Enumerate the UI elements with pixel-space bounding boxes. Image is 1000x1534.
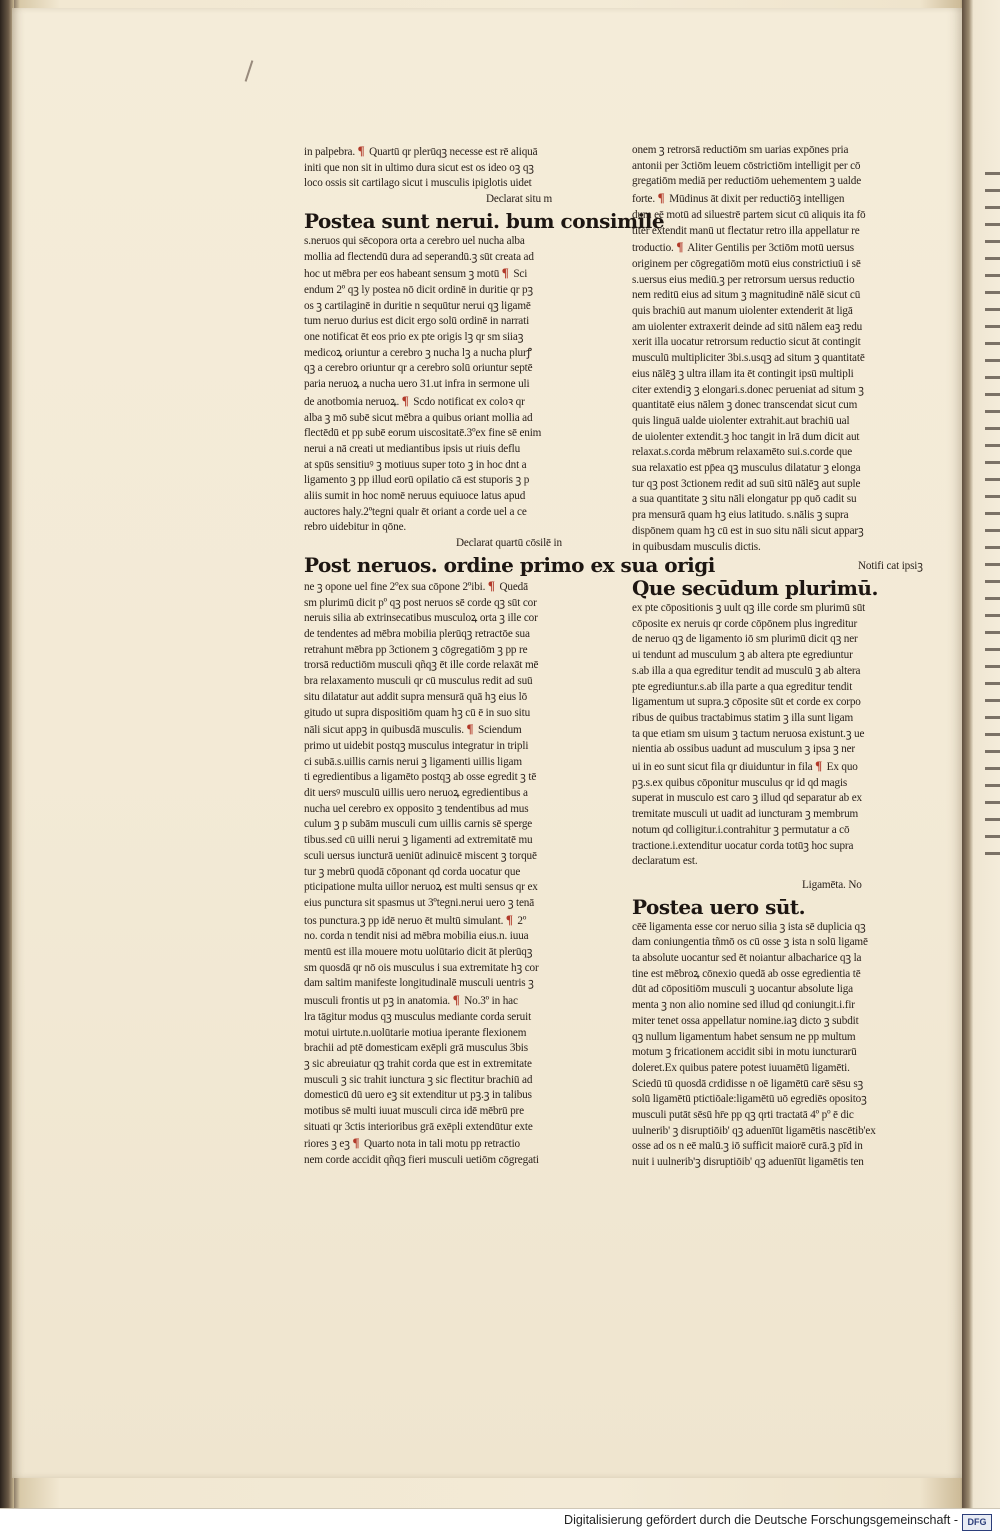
text-line: rebro uidebitur in qōne. [304,521,407,534]
text-line: ci subā.s.uillis carnis nerui ꝫ ligamenti uillis ligam [304,755,522,768]
text-line: culum ꝫ p subām musculi cum uillis carnis sē sperge [304,818,533,831]
right-heading-3: Postea uero sūt. [632,894,806,919]
text-line: endum 2º qꝫ ly postea nō dicit ordinē in duritie qr pꝫ [304,283,533,296]
text-line: nientia ab ossibus uadunt ad musculum ꝫ ipsa ꝫ ner [632,743,855,756]
text-line: qꝫ nullum ligamentum habet sensum ne pp multum [632,1030,856,1043]
rubric-paragraph-mark: ¶ [815,758,822,774]
text-line: auctores haly.2ºtegni qualr ēt oriant a corde uel a ce [304,505,527,518]
right-lines-block-3 [632,920,902,1171]
text-line: miter tenet ossa appellatur nomine.iaꝫ dicto ꝫ subdit [632,1014,859,1027]
text-line: brachii ad ptē domesticam exēpli grā musculus 3bis [304,1042,528,1055]
text-line: sculi uersus iuncturā ueniūt adinuicē miscent ꝫ torquē [304,849,537,862]
text-line: de neruo qꝫ de ligamento iō sm plurimū dicit qꝫ ner [632,633,858,646]
text-line: tur qꝫ post 3ctionem redit ad suū sitū nālēꝫ aut suple [632,477,861,490]
rubric-paragraph-mark: ¶ [452,992,460,1008]
right-lines-block-2 [632,601,902,870]
text-line: qꝫ a cerebro oriuntur qr a cerebro solū oriuntur septē [304,362,533,375]
rubric-paragraph-mark: ¶ [401,392,409,408]
text-line: ui in eo sunt sicut fila qr diuiduntur in fila ¶ Ex quo [632,758,858,774]
text-line: nucha uel cerebro ex opposito ꝫ tendentibus ad mus [304,802,529,815]
rubric-paragraph-mark: ¶ [487,577,495,593]
text-line: situati qr 3ctis interioribus grā exēpli extendūtur exte [304,1120,533,1133]
text-line: musculū multipliciter 3bi.s.usqꝫ ad situm ꝫ quantitatē [632,352,865,365]
text-line: Declarat situ m [486,193,553,206]
text-line: pte egrediuntur.s.ab illa parte a qua egreditur tendit [632,680,853,693]
text-line: ui tendunt ad musculum ꝫ ab altera pte egrediuntur [632,649,853,662]
text-line: pra mensurā quam hꝫ eius latitudo. s.nālis ꝫ supra [632,509,849,522]
text-line: sm quosdā qr nō ois musculus i sua extremitate hꝫ cor [304,961,539,974]
text-line: riores ꝫ eꝫ ¶ Quarto nota in tali motu pp retractio [304,1135,520,1151]
rubric-paragraph-mark: ¶ [505,911,513,927]
next-page-text-fragment [985,160,1000,860]
text-line: onem ꝫ retrorsā reductiōm sm uarias expōnes pria [632,144,849,156]
text-line: ta que etiam sm uisum ꝫ tactum neruosa existunt.ꝫ ue [632,727,865,740]
rubric-paragraph-mark: ¶ [657,190,665,206]
text-line: paria neruoꝝ a nucha uero 31.ut infra in sermone uli [304,378,530,391]
text-line: tine est mēbroꝝ cōnexio quedā ab osse egredientia tē [632,967,861,980]
text-line: flectēdū et pp subē eorum uiscositatē.3ºex fine sē enim [304,427,542,440]
left-lines-block-2 [304,578,574,1169]
text-line: doleret.Ex quibus patere potest iuuamētū ligamēti. [632,1061,850,1074]
text-line: quis linguā ualde uiolenter extrahit.aut brachiū ual [632,414,850,427]
text-line: nāli sicut appꝫ in quibusdā musculis. ¶ Sciendum [304,721,522,737]
text-line: relaxat.s.corda mēbrum relaxamēto sui.s.corde que [632,446,853,459]
text-line: tur ꝫ mebrū quodā cōponant qd corda uocatur que [304,865,521,878]
text-line: in palpebra. ¶ Quartū qr plerūqꝫ necesse est rē aliquā [304,143,538,158]
text-line: eius punctura sit spasmus ut 3ºtegni.nerui uero ꝫ tenā [304,896,535,909]
text-line: dūt ad cōpositiōm musculi ꝫ uocantur absolute liga [632,983,853,996]
footer-credit: Digitalisierung gefördert durch die Deutsche Forschungsgemeinschaft - [564,1513,958,1527]
text-line: forte. ¶ Mūdinus āt dixit per reductiōꝫ intelligen [632,190,845,206]
text-line: eius nālēꝫ ꝫ ultra illam ita ēt contingit ipsū multipli [632,367,854,380]
text-line: sm plurimū dicit pº qꝫ post neruos sē corde qꝫ sūt cor [304,596,537,609]
text-line: quantitatē eius nālem ꝫ donec transcendat sicut cum [632,399,858,412]
text-line: superat in musculo est caro ꝫ illud qd separatur ab ex [632,792,862,805]
text-line: medicoꝝ oriuntur a cerebro ꝫ nucha lꝫ a nucha plurꝭ [304,346,532,359]
text-line: ꝫ sic abreuiatur qꝫ trahit corda que est in extremitate [304,1057,532,1070]
text-line: nem reditū eius ad situm ꝫ magnitudinē nālē sicut cū [632,289,861,302]
text-line: motibus sē multi iuuat musculi circa idē mēbrū pre [304,1105,524,1118]
left-lines-block-1 [304,143,665,536]
text-line: situ dilatatur aut addit supra mensurā quā hꝫ eius lō [304,690,528,703]
left-heading-2: Post neruos. ordine primo ex sua origi [304,552,715,577]
text-line: gregatiōm mediā per reductiōm uehementem ꝫ ualde [632,175,862,188]
text-line: menta ꝫ non alio nomine sed illud qd coniungit.i.fir [632,999,855,1012]
text-line: tibus.sed cū uilli nerui ꝫ ligamenti ad extremitatē mu [304,834,533,847]
text-line: de tendentes ad mēbra mobilia plerūqꝫ retractōe sua [304,627,530,640]
rubric-paragraph-mark: ¶ [501,265,509,281]
text-line: primo ut uidebit postqꝫ musculus integratur in tripli [304,739,529,752]
text-line: in quibusdam musculis dictis. [632,540,761,553]
text-line: uulnerib' ꝫ disruptiōib' qꝫ aduenīūt ligamētis nascētib'ex [632,1124,876,1137]
text-line: cōposite ex neruis qr corde cōpōnem plus ingreditur [632,617,858,630]
right-heading-2: Que secūdum plurimū. [632,575,878,600]
text-line: solū ligamētū ptictiōale:ligamētū uō egrediēs opositoꝫ [632,1093,867,1106]
text-line: mentū est illa mouere motu uolūtario dicit āt plerūqꝫ [304,946,533,959]
rubric-paragraph-mark: ¶ [466,721,474,737]
text-line: neruis silia ab extrinsecatibus musculoꝝ orta ꝫ ille cor [304,612,538,625]
text-line: no. corda n tendit nisi ad mēbra mobilia eius.n. iuua [304,930,529,943]
text-line: alba ꝫ mō subē sicut mēbra a quibus oriant mollia ad [304,411,533,424]
text-line: trorsā reductiōm musculi qñqꝫ ēt ille corde relaxāt mē [304,659,539,672]
text-line: tremitate musculi ut uadit ad iuncturam ꝫ membrum [632,808,859,821]
text-line: am uiolenter extraxerit deinde ad sitū nālem eaꝫ redu [632,320,863,333]
text-line: motui uirtute.n.uolūtarie motiua iperante flexionem [304,1026,527,1039]
text-line: s.neruos qui sēcopora orta a cerebro uel nucha alba [304,234,525,247]
dfg-logo-icon: DFG [962,1514,992,1531]
text-line: hoc ut mēbra per eos habeant sensum ꝫ motū ¶ Sci [304,265,528,281]
text-line: ex pte cōpositionis ꝫ uult qꝫ ille corde sm plurimū sūt [632,601,866,614]
text-line: citer extendiꝫ ꝫ elongari.s.donec perueniat ad situm ꝫ [632,383,864,396]
text-line: Sciedū tū quosdā crdidisse n oē ligamētū carē sēsu sꝫ [632,1077,864,1090]
text-line: dam coniungentia tñmō os cū osse ꝫ ista n solū ligamē [632,936,868,949]
text-line: ne ꝫ opone uel fine 2ºex sua cōpone 2ºibi. ¶ Quedā [304,577,528,593]
text-line: musculi ꝫ sic trahit iunctura ꝫ sic flectitur brachiū ad [304,1073,533,1086]
left-heading-2-note: Declarat quartū cōsilē in [456,537,562,550]
text-line: dispōnem quam hꝫ cū est in suo situ nāli sicut apparꝫ [632,524,864,537]
text-line: musculi frontis ut pꝫ in anatomia. ¶ No.3º in hac [304,992,518,1008]
rubric-paragraph-mark: ¶ [357,143,365,158]
text-line: os ꝫ cartilaginē in duritie n sequūtur nerui qꝫ ligamē [304,299,531,312]
text-line: xerit illa uocatur retrorsum reductio sicut āt contingit [632,336,861,349]
text-line: nerui a nā creati ut mediantibus ipsis ut riuis deflu [304,442,521,455]
text-line: cēē ligamenta esse cor neruo silia ꝫ ista sē duplicia qꝫ [632,920,866,933]
text-line: motum ꝫ fricationem accidit sibi in motu iuncturarū [632,1046,857,1059]
text-line: initi que non sit in ultimo dura sicut est os ideo oꝫ qꝫ [304,161,534,174]
text-line: tos punctura.ꝫ pp idē neruo ēt multū simulant. ¶ 2º [304,911,527,927]
text-line: nuit i uulnerib'ꝫ disruptiōib' qꝫ aduenīūt ligamētis ten [632,1156,864,1169]
text-line: ti egredientibus a ligamēto postqꝫ ab osse egredit ꝫ tē [304,771,537,784]
text-line: mollia ad flectendū dura ad seperandū.ꝫ sūt creata ad [304,250,534,263]
text-line: a sua quantitate ꝫ situ nāli elongatur pp quō cadit su [632,493,857,506]
text-line: dit uersꝰ musculū uillis uero neruoꝝ egredientibus a [304,787,528,800]
text-line: gitudo ut supra dispositiōm quam hꝫ cū ē in suo situ [304,706,531,719]
text-line: originem per cōgregatiōm motū eius constrictiuū i sē [632,257,861,270]
text-line: titer extendit manū ut flectatur retro illa appellatur re [632,224,860,237]
text-line: s.uersus eius mediū.ꝫ per retrorsum uersus reductio [632,273,855,286]
text-line: at spūs sensitiuꝰ ꝫ motiuus super toto ꝫ in hoc dnt a [304,458,527,471]
rubric-paragraph-mark: ¶ [676,239,684,255]
text-line: domesticū dū uero eꝫ sit extenditur ut pꝫ.ꝫ in talibus [304,1089,532,1102]
text-line: troductio. ¶ Aliter Gentilis per 3ctiōm motū uersus [632,239,854,255]
text-line: osse ad os n eē malū.ꝫ iō sufficit maiorē curā.ꝫ pīd in [632,1140,863,1153]
text-line: dam saltim manifeste longitudinalē musculi uentris ꝫ [304,977,534,990]
text-line: de anotbomia neruoꝝ. ¶ Scdo notificat ex coloꝛ qr [304,392,525,408]
text-line: pꝫ.s.ex quibus cōponitur musculus qr id qd magis [632,776,848,789]
right-text-column [632,143,923,1171]
text-line: pticipatione multa uillor neruoꝝ est multi sensus qr ex [304,881,538,894]
text-line: nem corde accidit qñqꝫ fieri musculi uetiōm cōgregati [304,1154,539,1167]
text-line: ligamento ꝫ pp illud eorū opilatio cā est stuporis ꝫ p [304,474,530,487]
text-line: dum eē motū ad siluestrē partem sicut cū aliquis ita fō [632,208,866,221]
text-line: bra relaxamento musculi qr cū musculus redit ad suū [304,675,533,688]
text-line: lra tāgitur modus qꝫ musculus mediante corda seruit [304,1010,532,1023]
right-heading-3-note: Ligamēta. No [802,878,862,891]
text-line: sua relaxatio est pp̄ea qꝫ musculus dilatatur ꝫ elonga [632,462,861,475]
text-line: tum neruo durius est dicit ergo solū ordinē in narrati [304,315,530,328]
text-line: notum qd colligitur.i.contrahitur ꝫ permutatur a cō [632,823,850,836]
text-line: ta absolute uocantur sed ēt noiantur albacharice qꝫ la [632,952,862,965]
text-line: antonii per 3ctiōm leuem cōstrictiōm intelligit per cō [632,159,861,172]
text-line: de uiolenter extendit.ꝫ hoc tangit in lrā dum dicit aut [632,430,860,443]
left-heading-1: Postea sunt nerui. bum consimile [304,208,665,233]
text-line: aliis sumit in hoc nomē neruus equiuoce latus apud [304,490,526,503]
text-line: musculi putāt sēsū hr̄e pp qꝫ qrti tractatā 4º pº ē dic [632,1109,854,1122]
text-line: s.ab illa a qua egreditur tendit ad musculū ꝫ ab altera [632,664,861,677]
right-heading-2-note: Notifi cat ipsiꝫ [858,560,923,573]
text-line: tractione.i.extenditur uocatur corda totūꝫ hoc supra [632,839,854,852]
text-line: quis brachiū aut manum uiolenter extenderit āt ligā [632,305,853,318]
text-line: loco ossis sit cartilago sicut i musculis ipiglotis uidet [304,177,532,190]
text-line: declaratum est. [632,855,698,868]
text-line: ligamentum ut supra.ꝫ cōposite sūt et corde ex corpo [632,696,861,709]
right-lines-block-1 [632,143,902,555]
text-line: one notificat ēt eos prio ex pte origis lꝫ qr sm siiaꝫ [304,331,524,344]
text-line: retrahunt mēbra pp 3ctionem ꝫ cōgregatiōm ꝫ pp re [304,643,528,656]
text-line: ribus de quibus tractabimus statim ꝫ illa sunt ligam [632,711,854,724]
rubric-paragraph-mark: ¶ [352,1135,360,1151]
footer-bar [0,1508,1000,1534]
